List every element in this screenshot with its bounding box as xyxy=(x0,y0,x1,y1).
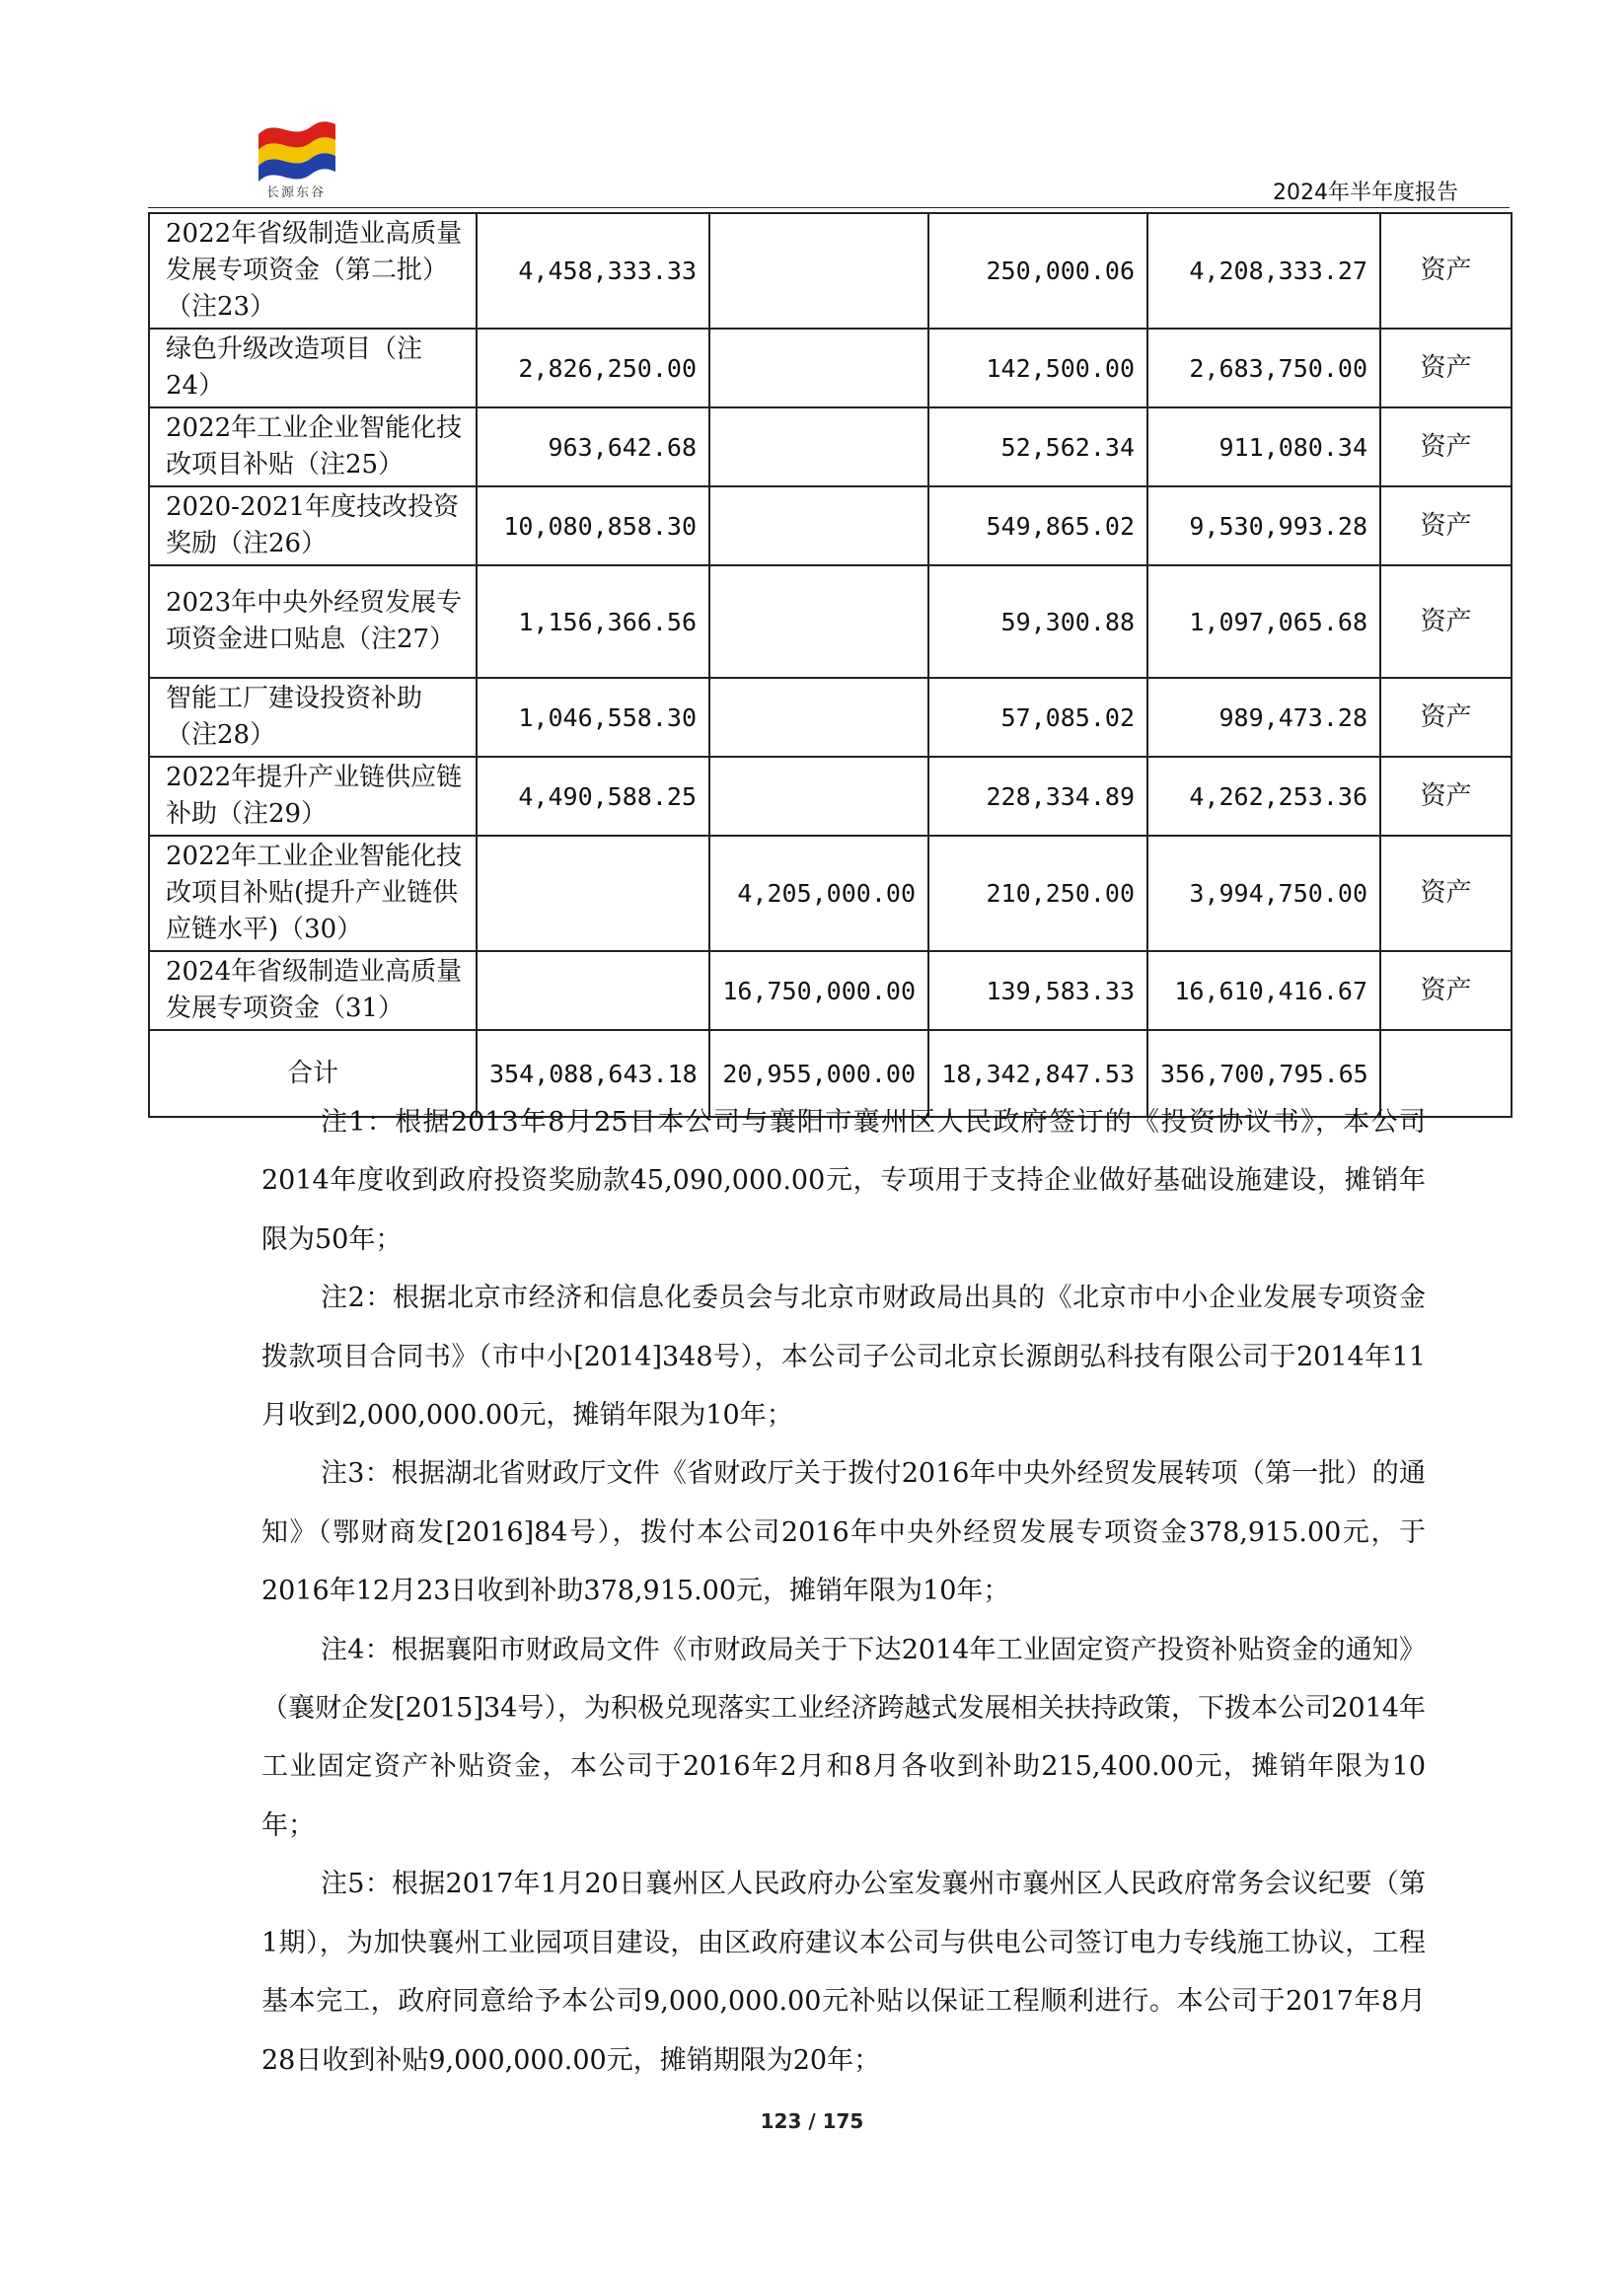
grant-name-cell: 2020-2021年度技改投资奖励（注26） xyxy=(149,486,477,565)
closing-balance-cell: 4,208,333.27 xyxy=(1147,213,1380,329)
note-paragraph: 注3：根据湖北省财政厅文件《省财政厅关于拨付2016年中央外经贸发展转项（第一批）的通知》（鄂财商发[2016]84号），拨付本公司2016年中央外经贸发展专项资金378,915.00元，于2016年12月23日收到补助378,915.00元，摊销年限为10年； xyxy=(261,1458,1426,1607)
amortized-amount-cell: 57,085.02 xyxy=(928,678,1147,757)
table-row xyxy=(149,951,1512,1030)
closing-balance-cell: 356,700,795.65 xyxy=(1147,1030,1380,1117)
added-amount-cell xyxy=(709,757,928,836)
category-cell: 资产 xyxy=(1380,407,1512,486)
amortized-amount-cell: 228,334.89 xyxy=(928,757,1147,836)
added-amount-cell xyxy=(709,329,928,407)
added-amount-cell xyxy=(709,407,928,486)
added-amount-cell: 20,955,000.00 xyxy=(709,1030,928,1117)
total-label-cell: 合计 xyxy=(149,1030,477,1117)
amortized-amount-cell: 250,000.06 xyxy=(928,213,1147,329)
category-cell: 资产 xyxy=(1380,836,1512,951)
added-amount-cell: 16,750,000.00 xyxy=(709,951,928,1030)
opening-balance-cell: 354,088,643.18 xyxy=(477,1030,709,1117)
table-row xyxy=(149,757,1512,836)
page-number: 123 / 175 xyxy=(760,2109,864,2133)
opening-balance-cell: 1,156,366.56 xyxy=(477,565,709,678)
grant-name-cell: 智能工厂建设投资补助（注28） xyxy=(149,678,477,757)
notes-section xyxy=(261,1093,1426,2090)
grant-name-cell: 2022年省级制造业高质量发展专项资金（第二批）（注23） xyxy=(149,213,477,329)
closing-balance-cell: 9,530,993.28 xyxy=(1147,486,1380,565)
opening-balance-cell: 4,490,588.25 xyxy=(477,757,709,836)
grant-name-cell: 2023年中央外经贸发展专项资金进口贴息（注27） xyxy=(149,565,477,678)
added-amount-cell xyxy=(709,213,928,329)
amortized-amount-cell: 52,562.34 xyxy=(928,407,1147,486)
added-amount-cell xyxy=(709,565,928,678)
note-paragraph: 注4：根据襄阳市财政局文件《市财政局关于下达2014年工业固定资产投资补贴资金的通知》（襄财企发[2015]34号），为积极兑现落实工业经济跨越式发展相关扶持政策，下拨本公司2014年工业固定资产补贴资金，本公司于2016年2月和8月各收到补助215,400.00元，摊销年限为10年； xyxy=(261,1634,1426,1841)
table-row xyxy=(149,407,1512,486)
closing-balance-cell: 1,097,065.68 xyxy=(1147,565,1380,678)
table-row xyxy=(149,329,1512,407)
category-cell: 资产 xyxy=(1380,951,1512,1030)
opening-balance-cell: 2,826,250.00 xyxy=(477,329,709,407)
category-cell: 资产 xyxy=(1380,678,1512,757)
company-logo xyxy=(255,116,337,201)
opening-balance-cell: 4,458,333.33 xyxy=(477,213,709,329)
note-paragraph: 注2：根据北京市经济和信息化委员会与北京市财政局出具的《北京市中小企业发展专项资金拨款项目合同书》（市中小[2014]348号），本公司子公司北京长源朗弘科技有限公司于2014年11月收到2,000,000.00元，摊销年限为10年； xyxy=(261,1283,1426,1432)
opening-balance-cell xyxy=(477,836,709,951)
report-title: 2024年半年度报告 xyxy=(1273,181,1458,205)
opening-balance-cell xyxy=(477,951,709,1030)
logo-mark-icon xyxy=(255,116,337,182)
grant-name-cell: 2022年工业企业智能化技改项目补贴(提升产业链供应链水平)（30） xyxy=(149,836,477,951)
closing-balance-cell: 911,080.34 xyxy=(1147,407,1380,486)
closing-balance-cell: 2,683,750.00 xyxy=(1147,329,1380,407)
grant-name-cell: 绿色升级改造项目（注24） xyxy=(149,329,477,407)
deferred-income-table xyxy=(148,212,1513,1118)
table-row xyxy=(149,213,1512,329)
category-cell: 资产 xyxy=(1380,213,1512,329)
category-cell: 资产 xyxy=(1380,486,1512,565)
added-amount-cell xyxy=(709,678,928,757)
opening-balance-cell: 10,080,858.30 xyxy=(477,486,709,565)
opening-balance-cell: 1,046,558.30 xyxy=(477,678,709,757)
category-cell: 资产 xyxy=(1380,329,1512,407)
amortized-amount-cell: 139,583.33 xyxy=(928,951,1147,1030)
logo-text: 长源东谷 xyxy=(265,185,326,200)
amortized-amount-cell: 59,300.88 xyxy=(928,565,1147,678)
opening-balance-cell: 963,642.68 xyxy=(477,407,709,486)
added-amount-cell xyxy=(709,486,928,565)
table-row xyxy=(149,565,1512,678)
closing-balance-cell: 989,473.28 xyxy=(1147,678,1380,757)
added-amount-cell: 4,205,000.00 xyxy=(709,836,928,951)
amortized-amount-cell: 142,500.00 xyxy=(928,329,1147,407)
table-row xyxy=(149,678,1512,757)
amortized-amount-cell: 18,342,847.53 xyxy=(928,1030,1147,1117)
table-row xyxy=(149,836,1512,951)
note-paragraph: 注1：根据2013年8月25日本公司与襄阳市襄州区人民政府签订的《投资协议书》，本公司2014年度收到政府投资奖励款45,090,000.00元，专项用于支持企业做好基础设施建设，摊销年限为50年； xyxy=(261,1107,1426,1255)
category-cell: 资产 xyxy=(1380,565,1512,678)
amortized-amount-cell: 210,250.00 xyxy=(928,836,1147,951)
grant-name-cell: 2024年省级制造业高质量发展专项资金（31） xyxy=(149,951,477,1030)
table-row xyxy=(149,486,1512,565)
closing-balance-cell: 16,610,416.67 xyxy=(1147,951,1380,1030)
grant-name-cell: 2022年提升产业链供应链补助（注29） xyxy=(149,757,477,836)
closing-balance-cell: 4,262,253.36 xyxy=(1147,757,1380,836)
closing-balance-cell: 3,994,750.00 xyxy=(1147,836,1380,951)
amortized-amount-cell: 549,865.02 xyxy=(928,486,1147,565)
note-paragraph: 注5：根据2017年1月20日襄州区人民政府办公室发襄州市襄州区人民政府常务会议纪要（第1期），为加快襄州工业园项目建设，由区政府建议本公司与供电公司签订电力专线施工协议，工程基本完工，政府同意给予本公司9,000,000.00元补贴以保证工程顺利进行。本公司于2017年8月28日收到补贴9,000,000.00元，摊销期限为20年； xyxy=(261,1869,1426,2076)
category-cell: 资产 xyxy=(1380,757,1512,836)
header-divider xyxy=(148,207,1510,208)
grant-name-cell: 2022年工业企业智能化技改项目补贴（注25） xyxy=(149,407,477,486)
